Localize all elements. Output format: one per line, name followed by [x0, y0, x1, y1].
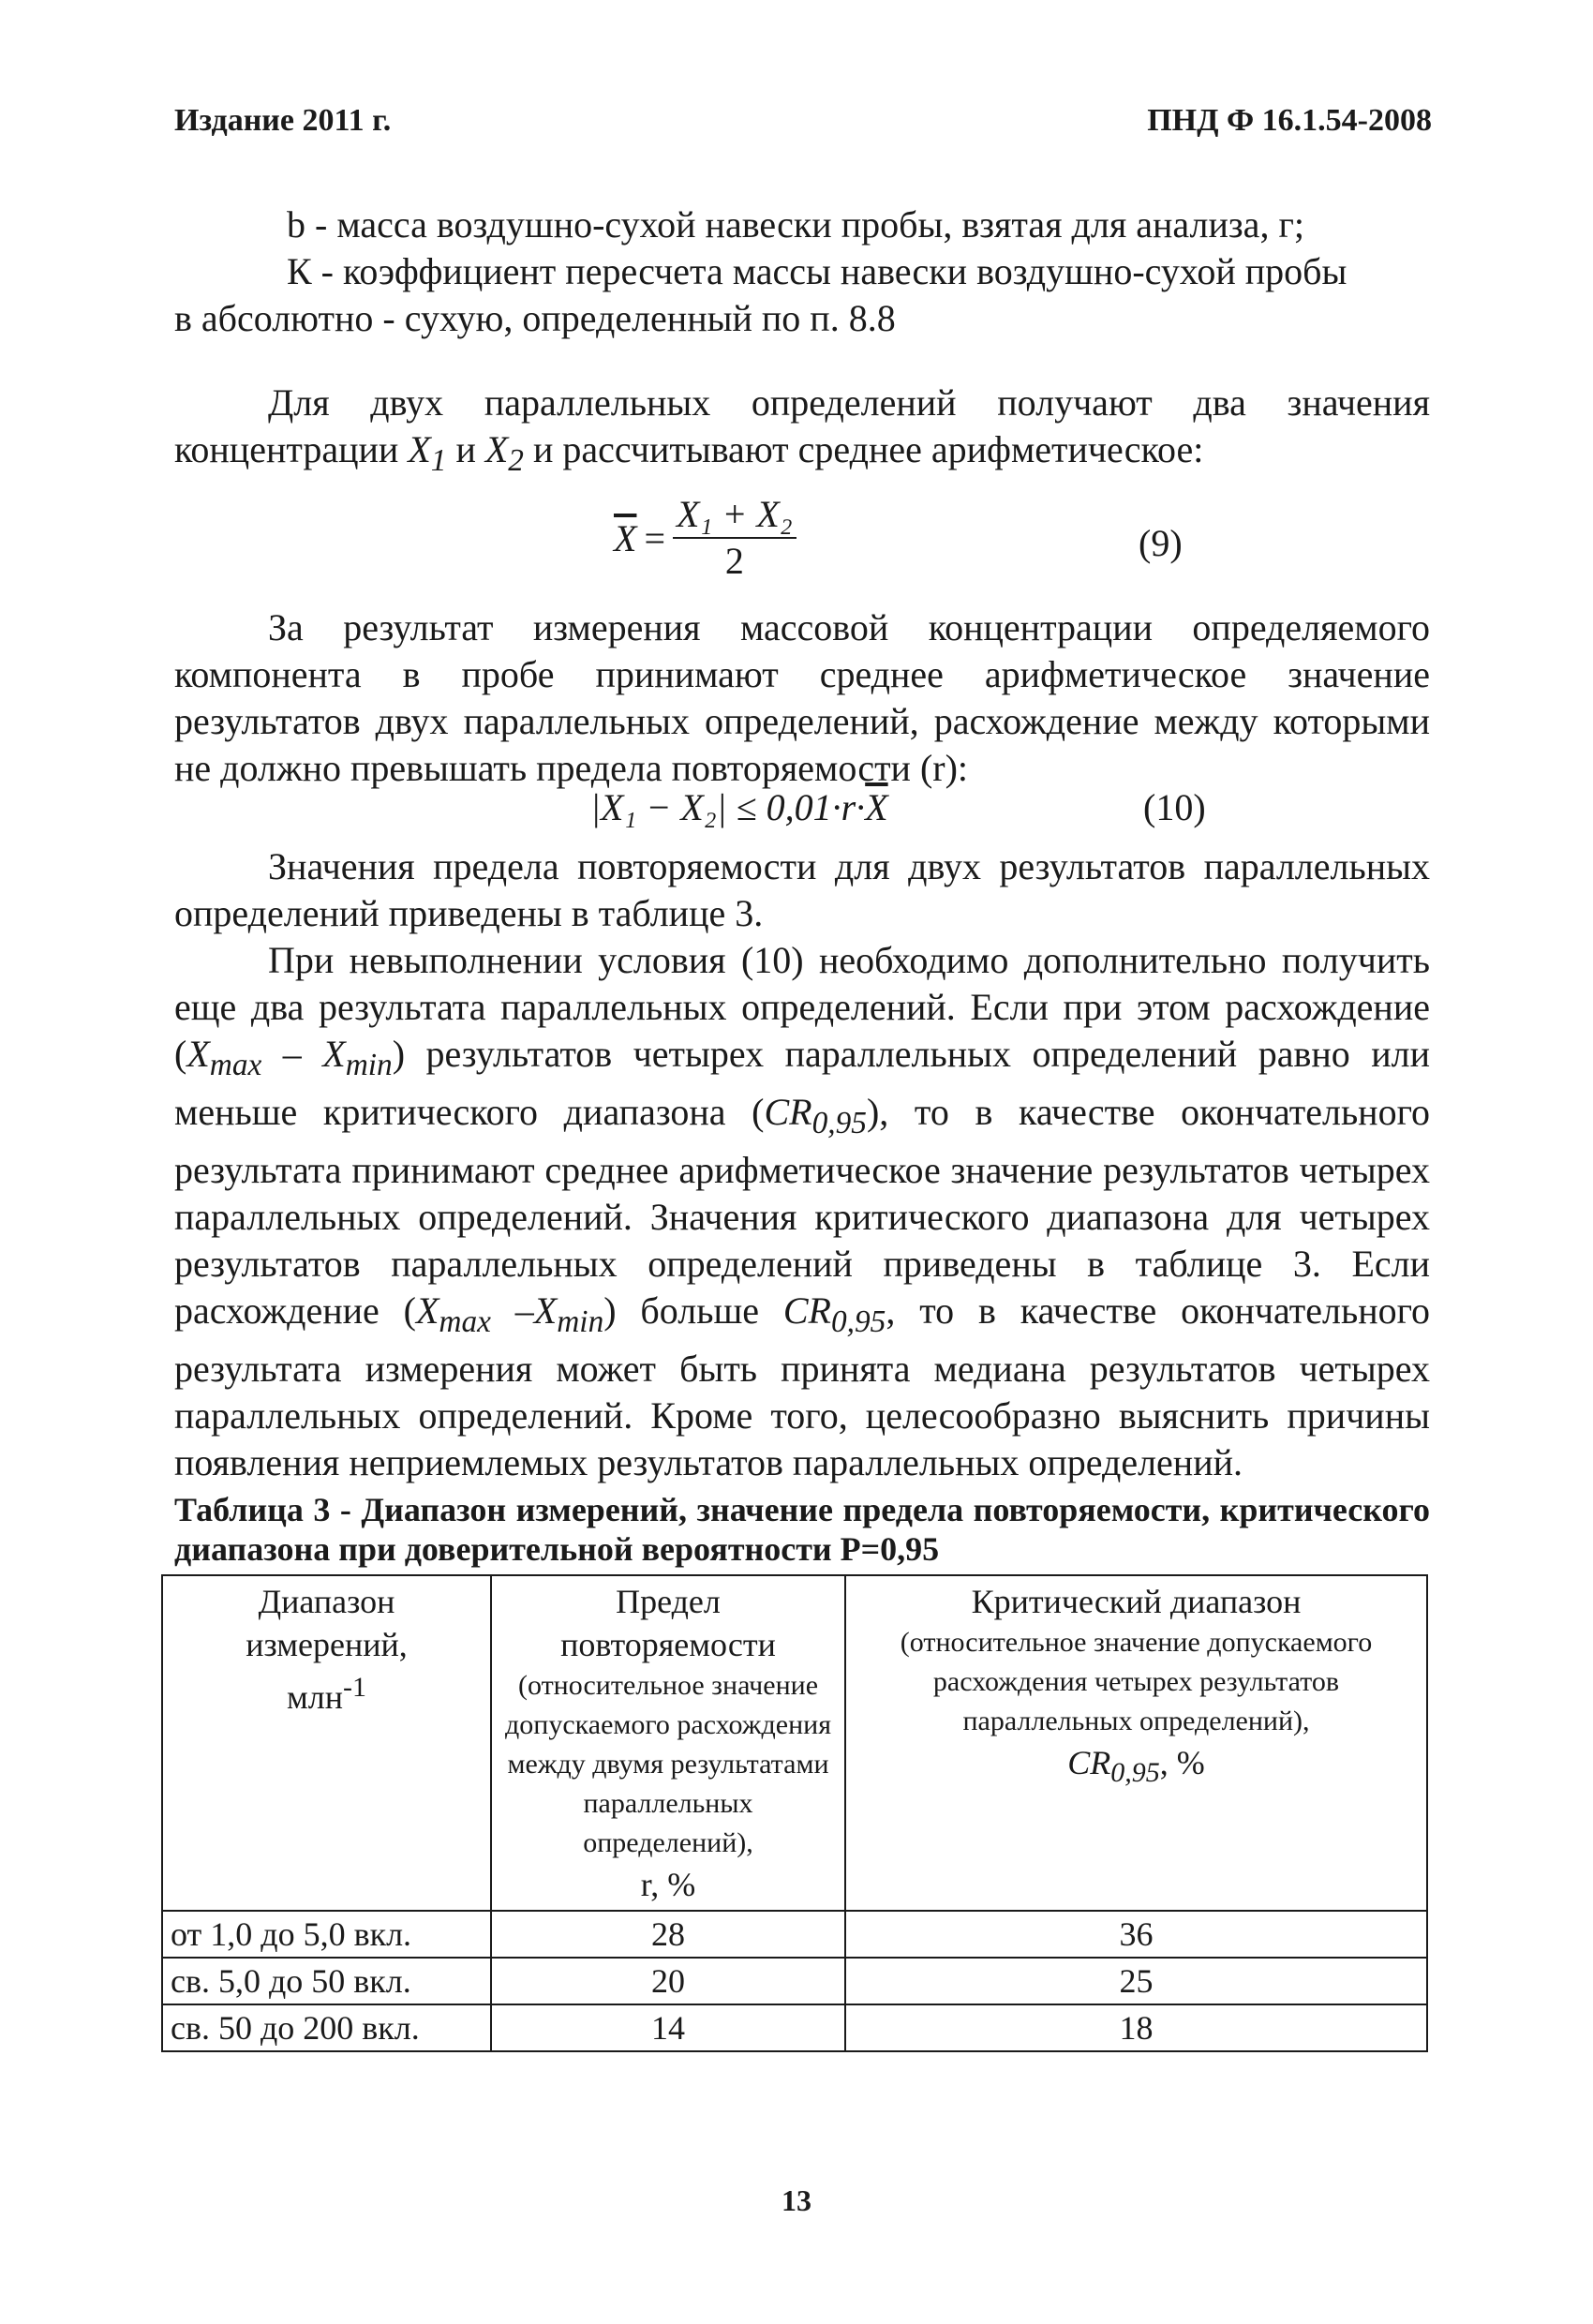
results-table [161, 1574, 1428, 2052]
edition-label: Издание 2011 г. [174, 103, 392, 138]
cell-repeatability: 14 [491, 2004, 845, 2051]
table-caption: Таблица 3 - Диапазон измерений, значение предела повторяемости, критического диапазона при доверительной вероятности Р=0,95 [174, 1491, 1430, 1568]
table-header-row [162, 1575, 1427, 1911]
paragraph-repeatability-values: Значения предела повторяемости для двух результатов параллельных определений приведены в таблице 3. [174, 845, 1430, 934]
definition-k-line2: в абсолютно - сухую, определенный по п. 8.8 [174, 297, 896, 339]
cell-repeatability: 20 [491, 1958, 845, 2004]
cell-range: св. 5,0 до 50 вкл. [162, 1958, 491, 2004]
cell-repeatability: 28 [491, 1911, 845, 1958]
equation-number-10: (10) [1143, 786, 1206, 828]
document-code: ПНД Ф 16.1.54-2008 [1147, 103, 1432, 138]
header-repeatability: Предел повторяемости (относительное значение допускаемого расхождения между двумя результатами параллельных определений), r, % [491, 1575, 845, 1911]
formula-mean-fraction: $\frac{\text{X₁ + X₂}}{2}$ [673, 492, 796, 584]
paragraph-parallel-determinations: Для двух параллельных определений получают два значения концентрации $X_1$ и $X_2$ и рассчитывают среднее арифметическое: [174, 381, 1430, 478]
formula-repeatability: |X₁ − X₂| ≤ 0,01·r· $\overline{X}$ [590, 786, 888, 828]
cell-critical-range: 36 [845, 1911, 1427, 1958]
paragraph-additional-determinations: При невыполнении условия (10) необходимо дополнительно получить еще два результата параллельных определений. Если при этом расхождение $(X_{max} - X_{min})$ результатов четырех параллельных определений равно или меньше критического диапазона $(CR_{0,95})$, то в качестве окончательного результата принимают среднее арифметическое значение результатов четырех параллельных определений. Значения критического диапазона для четырех результатов параллельных определений приведены в таблице 3. Если расхождение ($X_{max}$ $-X_{min}$) больше $CR_{0,95}$, то в качестве окончательного результата измерения может быть принята медиана результатов четырех параллельных определений. Кроме того, целесообразно выяснить причины появления неприемлемых результатов параллельных определений. [174, 939, 1431, 1483]
cell-range: от 1,0 до 5,0 вкл. [162, 1911, 491, 1958]
header-critical-range: Критический диапазон (относительное значение допускаемого расхождения четырех результатов параллельных определений), $CR_{0,95}$, % [845, 1575, 1427, 1911]
formula-mean: $\overline{X}$ = $\frac{\text{X₁ + X₂}}{2}$ [614, 492, 796, 584]
header-range: Диапазон измерений, млн$^{-1}$ [162, 1575, 491, 1911]
cell-critical-range: 18 [845, 2004, 1427, 2051]
formula-mean-lhs: $\overline{X}$ [614, 516, 637, 559]
cell-range: св. 50 до 200 вкл. [162, 2004, 491, 2051]
definition-k-line1: К - коэффициент пересчета массы навески воздушно-сухой пробы [287, 250, 1347, 292]
definition-b: b - масса воздушно-сухой навески пробы, взятая для анализа, г; [287, 203, 1304, 246]
table-row [162, 1911, 1427, 1958]
page-number: 13 [782, 2183, 811, 2217]
table-row [162, 2004, 1427, 2051]
table-row [162, 1958, 1427, 2004]
cell-critical-range: 25 [845, 1958, 1427, 2004]
equation-number-9: (9) [1139, 522, 1183, 564]
paragraph-result-definition: За результат измерения массовой концентрации определяемого компонента в пробе принимают среднее арифметическое значение результатов двух параллельных определений, расхождение между которыми не должно превышать предела повторяемости (r): [174, 606, 1430, 789]
